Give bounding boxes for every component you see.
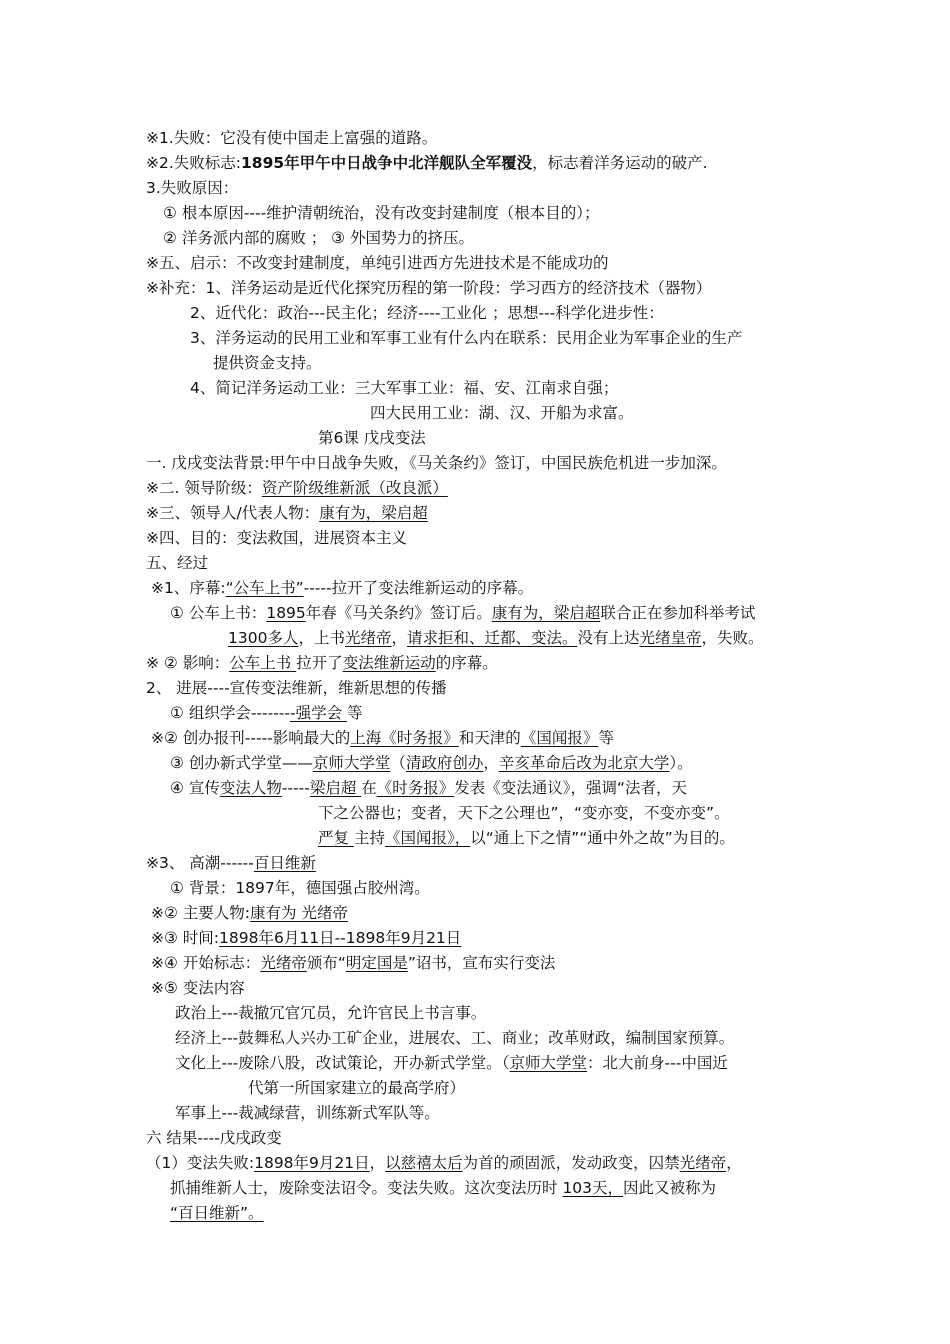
text-run: ， [483,754,499,772]
doc-line [175,1027,734,1049]
text-run: 政治上---裁撤冗官冗员，允许官民上书言事。 [175,1004,487,1022]
text-run: ，失败。 [701,629,764,647]
text-run: 军事上---裁减绿营，训练新式军队等。 [175,1104,440,1122]
text-run: 以慈禧太后 [385,1154,463,1172]
doc-line [146,852,316,874]
text-run: 严复 [318,829,354,847]
doc-line [248,1077,465,1099]
text-run: 康有为 光绪帝 [250,904,348,922]
text-run: 的序幕。 [435,654,498,672]
doc-line [146,127,437,149]
text-run: 为首的顽固派，发动政变，囚禁 [462,1154,680,1172]
doc-line [228,627,764,649]
doc-line [170,602,755,624]
text-run: 等 [598,729,614,747]
doc-line [151,727,614,749]
text-run: ：北大前身---中国近 [587,1054,728,1072]
doc-line [318,802,730,824]
text-run: 2、 进展----宣传变法维新，维新思想的传播 [146,679,447,697]
text-run: 康有为，梁启超 [491,604,601,622]
text-run: 光绪帝 [344,629,392,647]
doc-line [151,902,348,924]
text-run: 经济上---鼓舞私人兴办工矿企业，进展农、工、商业；改革财政，编制国家预算。 [175,1029,735,1047]
doc-line [175,1102,440,1124]
doc-line [146,277,711,299]
text-run: 2、近代化：政治---民主化；经济----工业化 ；思想---科学化进步性： [190,304,664,322]
doc-line [318,827,735,849]
text-run: “百日维新”。 [170,1204,264,1222]
text-run: ※② 主要人物: [151,904,251,922]
doc-line [146,552,208,574]
text-run: 等 [347,704,363,722]
doc-line [175,1002,486,1024]
text-run: 六 结果----戊戌政变 [146,1129,282,1147]
doc-line [163,202,599,224]
text-run: ※2.失败标志: [146,154,241,172]
doc-line [151,977,245,999]
doc-line [163,227,474,249]
text-run: 1898年6月11日--1898年9月21日 [219,929,462,947]
text-run: 请求拒和、迁都、变法。 [407,629,578,647]
text-run: 1898年9月21日 [254,1154,370,1172]
text-run: 文化上---废除八股，改试策论，开办新式学堂。（ [175,1054,510,1072]
text-run: 百日维新 [253,854,316,872]
text-run: ， [391,629,407,647]
text-run: 辛亥革命后改为 [498,754,608,772]
text-run: 京师大学堂 [312,754,391,772]
text-run: ※补充：1、洋务运动是近代化探究历程的第一阶段：学习西方的经济技术（器物） [146,279,712,297]
text-run: ”诏书，宣布实行变法 [407,954,556,972]
text-run: ① 根本原因----维护清朝统治，没有改变封建制度（根本目的）； [163,204,600,222]
text-run: 3.失败原因： [146,179,239,197]
text-run: ）。 [669,754,693,772]
text-run: 发表《变法通议》，强调“法者，天 [454,779,688,797]
text-run: ※② 创办报刊-----影响最大的 [151,729,351,747]
text-run: 明定国是 [345,954,408,972]
text-run: 提供资金支持。 [213,354,322,372]
doc-line [370,402,634,424]
text-run: 变法维新运动 [342,654,436,672]
text-run: 以“通上下之情”“通中外之故”为目的。 [470,829,735,847]
text-run: 《时务报》 [376,779,455,797]
text-run: （1）变法失败: [146,1154,255,1172]
text-run: ----- [281,779,310,797]
text-run: 康有为，梁启超 [319,504,428,522]
text-run: 联合正在参加科举考试 [600,604,756,622]
text-run: ， [369,1154,386,1172]
text-run: 《国闻报》 [520,729,599,747]
text-run: 在 [361,779,377,797]
text-run: ④ 宣传 [170,779,220,797]
text-run: 光绪帝 [679,1154,727,1172]
doc-line [146,252,609,274]
text-run: 公车上书 [229,654,297,672]
text-run: ，上书 [298,629,345,647]
text-run: 1300多人 [228,629,299,647]
text-run: 代第一所国家建立的最高学府） [248,1079,466,1097]
text-run: “公车上书” [225,579,304,597]
text-run: ※1.失败：它没有使中国走上富强的道路。 [146,129,438,147]
text-run: 年春《马关条约》签订后。 [305,604,492,622]
doc-line [190,377,618,399]
text-run: 主持 [353,829,385,847]
doc-line [170,702,363,724]
doc-line [175,1052,728,1074]
text-run: ※四、目的：变法救国，进展资本主义 [146,529,407,547]
text-run: ② 洋务派内部的腐败 ； ③ 外国势力的挤压。 [163,229,475,247]
doc-line [170,877,430,899]
text-run: 没有上达 [577,629,640,647]
text-run: ① 组织学会------- [170,704,290,722]
text-run: ① 公车上书： [170,604,267,622]
doc-line [146,502,428,524]
text-run: 因此又被称为 [623,1179,717,1197]
doc-line [190,302,664,324]
text-run: 和天津的 [458,729,521,747]
doc-line [151,927,461,949]
text-run: 京师大学堂 [509,1054,588,1072]
lesson-title [318,427,426,449]
text-run: 一. 戊戌变法背景:甲午中日战争失败，《马关条约》签订，中国民族危机进一步加深。 [146,454,727,472]
text-run: ※3、 高潮------ [146,854,254,872]
text-run: 变法人物 [219,779,282,797]
text-run: ※二. 领导阶级： [146,479,262,497]
text-run: 第6课 戊戌变法 [318,429,426,447]
doc-line [170,752,693,774]
text-run: ※三、领导人/代表人物： [146,504,320,522]
text-run: ③ 创办新式学堂—— [170,754,313,772]
text-run: -----拉开了变法维新运动的序幕。 [303,579,534,597]
doc-line [146,1152,742,1174]
text-run: ※五、启示：不改变封建制度，单纯引进西方先进技术是不能成功的 [146,254,609,272]
text-run: 梁启超 [309,779,362,797]
doc-line [146,177,238,199]
text-run: ※⑤ 变法内容 [151,979,245,997]
text-run: 光绪帝 [260,954,307,972]
text-run: 拉开了 [296,654,343,672]
text-run: 下之公器也；变者，天下之公理也”，“变亦变，不变亦变”。 [318,804,730,822]
text-run: ， [726,1154,742,1172]
text-run: ※1、序幕: [151,579,226,597]
text-run: ※④ 开始标志： [151,954,261,972]
doc-line [146,477,448,499]
doc-line [170,1177,716,1199]
text-run: 103天， [562,1179,624,1197]
text-run: 五、经过 [146,554,209,572]
text-run: ※ ② 影响： [146,654,230,672]
doc-line [151,577,533,599]
doc-line [146,677,447,699]
doc-line [146,527,407,549]
text-run: 光绪皇帝 [639,629,702,647]
text-run: 1895 [266,604,306,622]
text-run: （ [390,754,406,772]
text-run: 北京大学 [607,754,670,772]
text-run: 3、洋务运动的民用工业和军事工业有什么内在联系：民用企业为军事企业的生产 [190,329,743,347]
doc-line [151,952,555,974]
doc-line [213,352,322,374]
doc-line [146,1127,282,1149]
text-run: 1895年甲午中日战争中北洋舰队全军覆没 [241,154,533,172]
text-run: ，标志着洋务运动的破产. [532,154,708,172]
doc-line [146,152,708,174]
text-run: -强学会 [289,704,348,722]
doc-line [146,652,498,674]
text-run: 颁布“ [306,954,346,972]
doc-line [170,777,687,799]
doc-line [146,452,727,474]
text-run: 《国闻报》， [384,829,471,847]
doc-line [190,327,742,349]
text-run: 四大民用工业：湖、汉、开船为求富。 [370,404,634,422]
text-run: 上海《时务报》 [350,729,459,747]
text-run: ※③ 时间: [151,929,220,947]
text-run: 4、简记洋务运动工业：三大军事工业：福、安、江南求自强； [190,379,619,397]
text-run: 资产阶级维新派（改良派） [261,479,448,497]
text-run: 抓捕维新人士，废除变法诏令。变法失败。这次变法历时 [170,1179,563,1197]
text-run: 清政府创办 [405,754,484,772]
text-run: ① 背景：1897年，德国强占胶州湾。 [170,879,430,897]
doc-line [170,1202,264,1224]
